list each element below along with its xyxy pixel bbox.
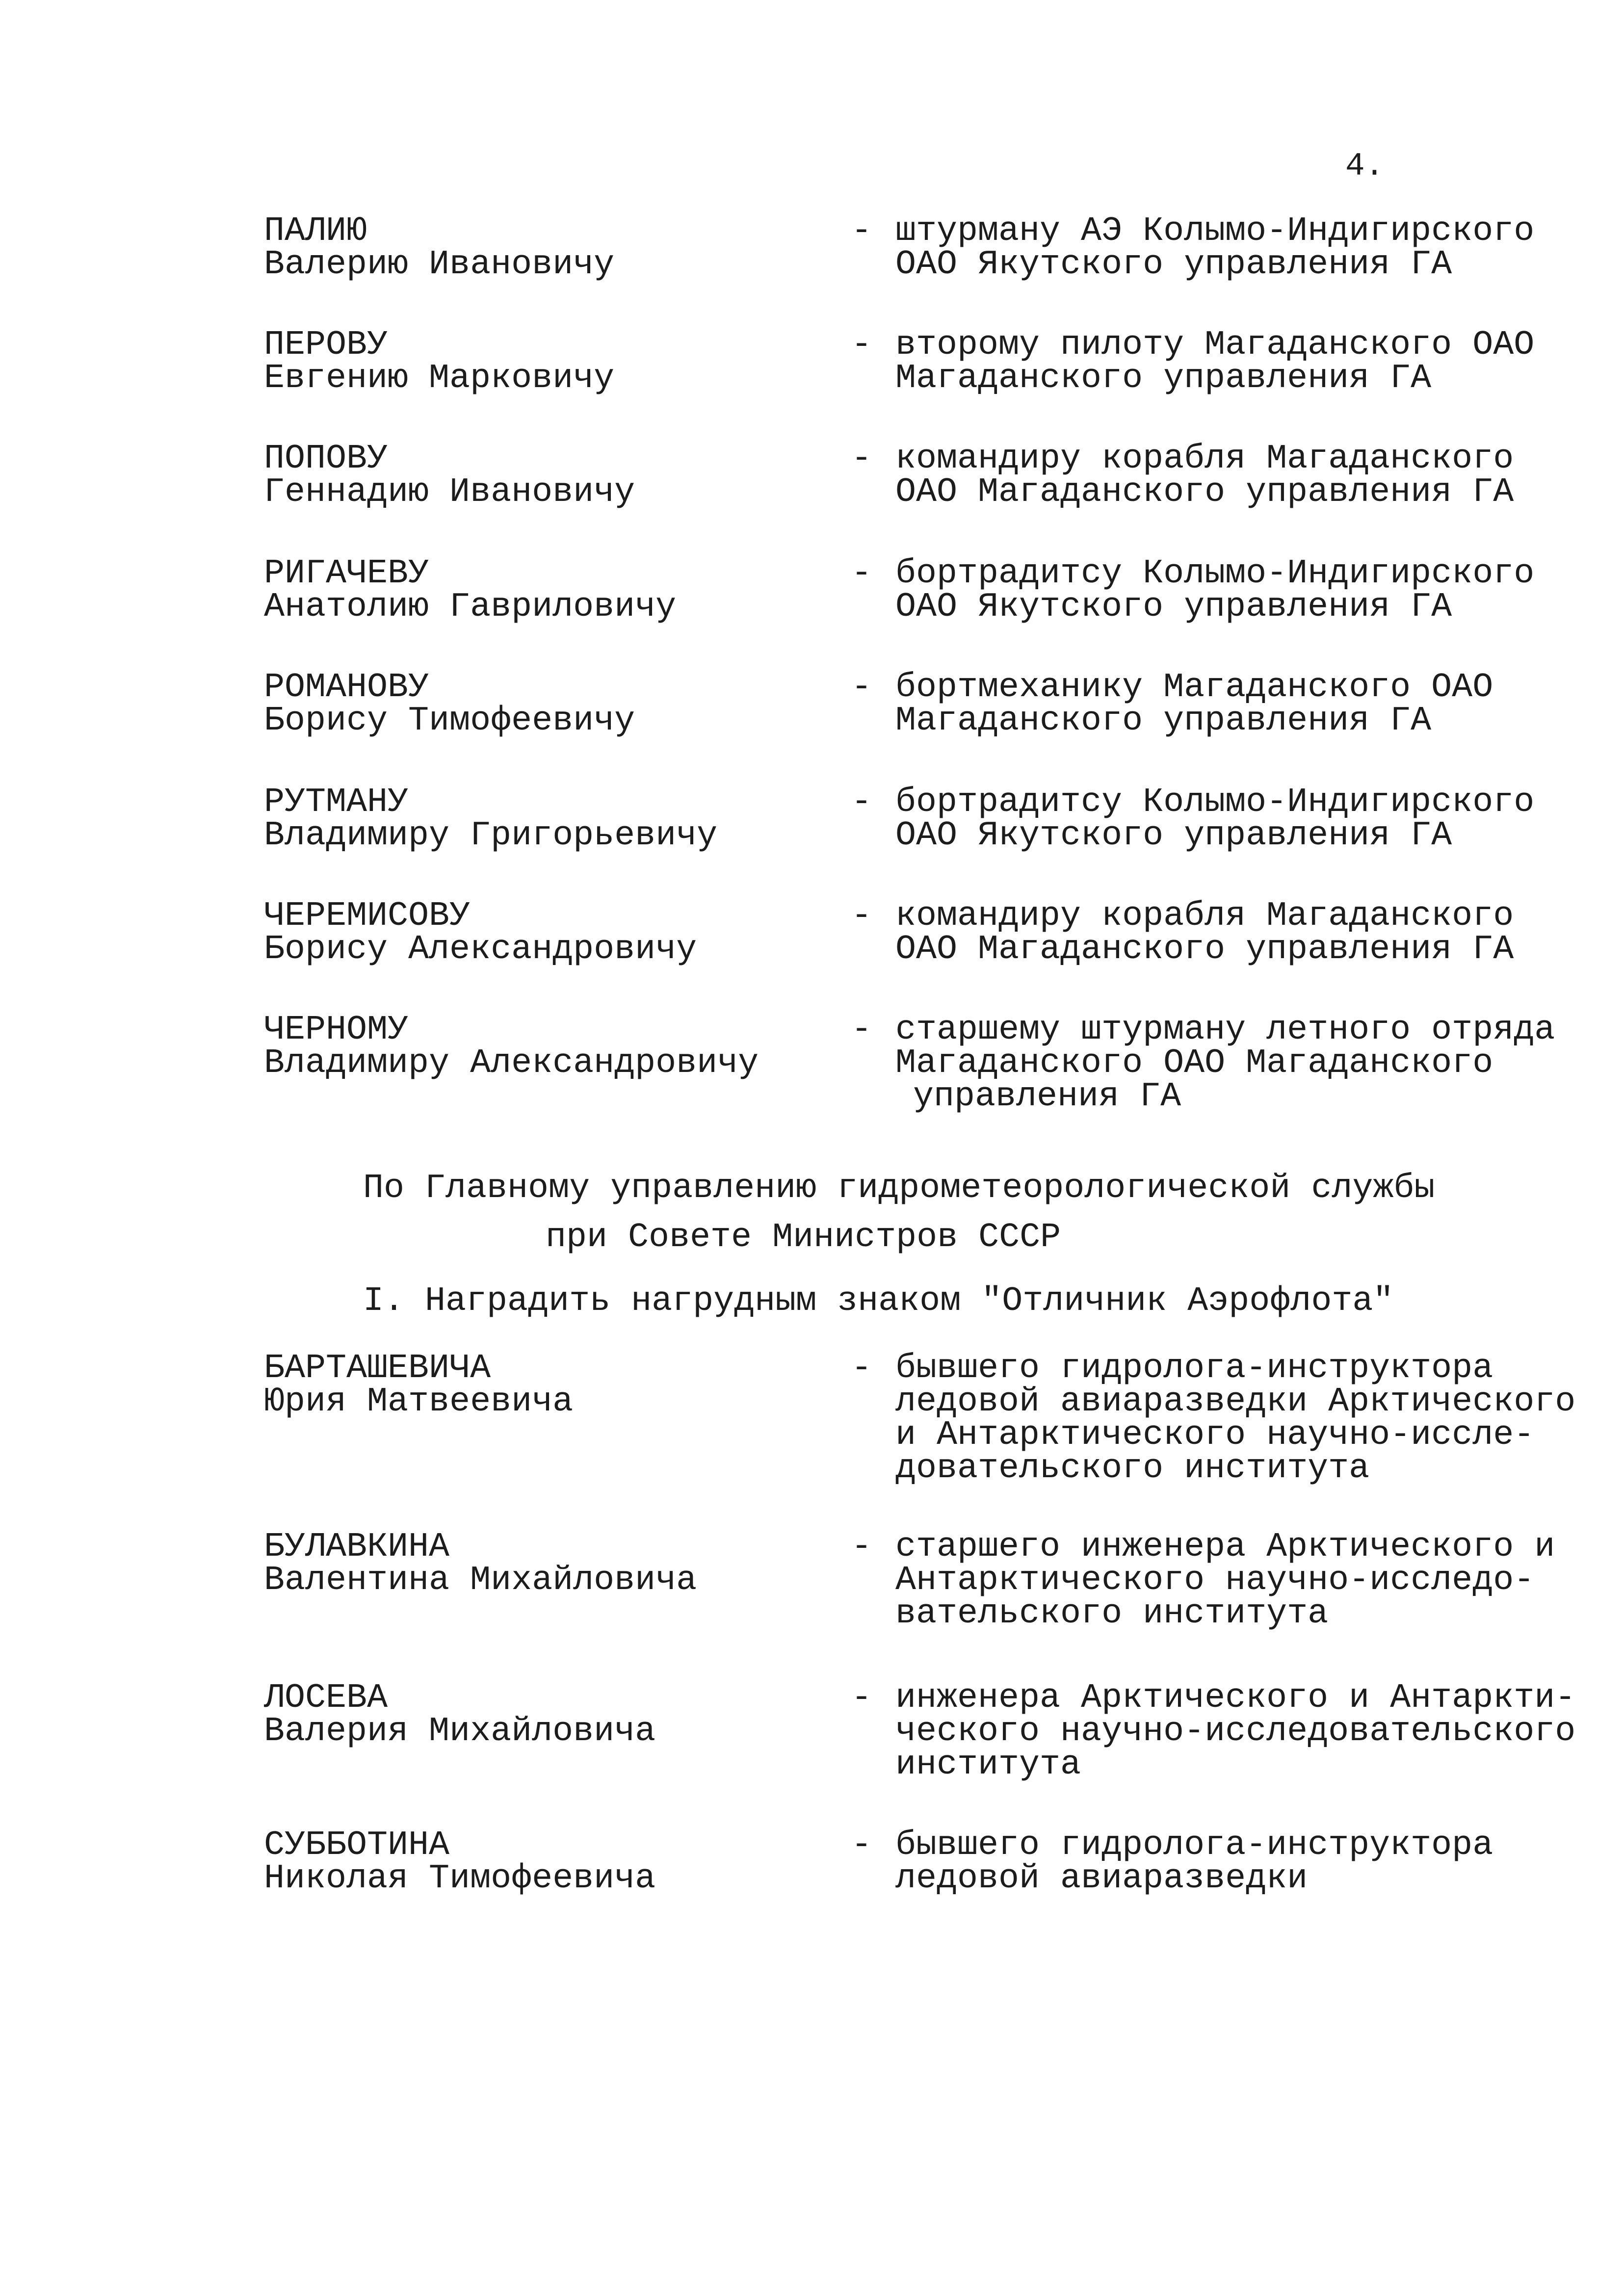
position-line: Магаданского ОАО Магаданского (895, 1044, 1493, 1083)
entry-dash: - (851, 554, 872, 593)
position-line: вательского института (895, 1594, 1329, 1633)
recipient-name (264, 554, 828, 626)
entry-dash: - (851, 440, 872, 478)
recipient-surname: СУББОТИНА (264, 1826, 450, 1865)
recipient-name (264, 212, 828, 284)
position-line: старшему штурману летного отряда (895, 1011, 1555, 1049)
recipient-position (895, 440, 1577, 512)
position-line: довательского института (895, 1449, 1370, 1488)
recipient-position (895, 1349, 1577, 1488)
recipient-position (895, 1826, 1577, 1898)
recipient-position (895, 783, 1577, 855)
recipient-surname: ЧЕРЕМИСОВУ (264, 897, 471, 936)
entry-dash: - (851, 1349, 872, 1388)
position-line: ОАО Магаданского управления ГА (895, 930, 1514, 969)
recipient-given-name: Валентина Михайловича (264, 1561, 697, 1600)
recipient-given-name: Евгению Марковичу (264, 359, 615, 398)
section-heading-line: при Совете Министров СССР (546, 1218, 1061, 1257)
position-line: ческого научно-исследовательского (895, 1712, 1576, 1751)
position-line: бортрадитсу Колымо-Индигирского (895, 783, 1535, 822)
recipient-surname: РУТМАНУ (264, 783, 409, 822)
recipient-position (895, 1679, 1577, 1784)
position-line: бортмеханику Магаданского ОАО (895, 668, 1493, 707)
position-line: ОАО Якутского управления ГА (895, 588, 1452, 626)
recipient-name (264, 1679, 828, 1751)
recipient-given-name: Борису Тимофеевичу (264, 702, 635, 740)
recipient-given-name: Борису Александровичу (264, 930, 697, 969)
recipient-given-name: Николая Тимофеевича (264, 1859, 656, 1898)
entry-dash: - (851, 212, 872, 251)
entry-dash: - (851, 1826, 872, 1865)
recipient-surname: ЛОСЕВА (264, 1679, 388, 1718)
recipient-surname: ПЕРОВУ (264, 326, 388, 365)
position-line: командиру корабля Магаданского (895, 897, 1514, 936)
position-line: штурману АЭ Колымо-Индигирского (895, 212, 1535, 251)
recipient-position (895, 1528, 1577, 1633)
position-line: управления ГА (913, 1077, 1181, 1116)
position-line: инженера Арктического и Антаркти- (895, 1679, 1576, 1718)
recipient-given-name: Геннадию Ивановичу (264, 473, 635, 512)
recipient-name (264, 897, 828, 969)
recipient-given-name: Валерию Ивановичу (264, 245, 615, 284)
position-line: ОАО Якутского управления ГА (895, 816, 1452, 855)
recipient-surname: БАРТАШЕВИЧА (264, 1349, 491, 1388)
position-line: командиру корабля Магаданского (895, 440, 1514, 478)
position-line: ледовой авиаразведки (895, 1859, 1308, 1898)
recipient-surname: ЧЕРНОМУ (264, 1011, 409, 1049)
position-line: бортрадитсу Колымо-Индигирского (895, 554, 1535, 593)
position-line: Магаданского управления ГА (895, 702, 1432, 740)
entry-dash: - (851, 783, 872, 822)
recipient-name (264, 326, 828, 398)
section-heading-line: По Главному управлению гидрометеорологической службы (363, 1169, 1435, 1208)
recipient-position (895, 212, 1577, 284)
entry-dash: - (851, 1528, 872, 1566)
position-line: ледовой авиаразведки Арктического (895, 1383, 1576, 1421)
recipient-position (895, 668, 1577, 740)
entry-dash: - (851, 668, 872, 707)
recipient-surname: ПАЛИЮ (264, 212, 367, 251)
recipient-name (264, 1349, 828, 1421)
recipient-position (895, 897, 1577, 969)
position-line: и Антарктического научно-иссле- (895, 1416, 1535, 1455)
entry-dash: - (851, 326, 872, 365)
recipient-given-name: Владимиру Григорьевичу (264, 816, 718, 855)
recipient-name (264, 668, 828, 740)
entry-dash: - (851, 1011, 872, 1049)
recipient-surname: БУЛАВКИНА (264, 1528, 450, 1566)
recipient-name (264, 1011, 828, 1083)
recipient-name (264, 1528, 828, 1600)
position-line: института (895, 1746, 1081, 1784)
position-line: ОАО Магаданского управления ГА (895, 473, 1514, 512)
position-line: бывшего гидролога-инструктора (895, 1349, 1493, 1388)
position-line: бывшего гидролога-инструктора (895, 1826, 1493, 1865)
entry-dash: - (851, 1679, 872, 1718)
position-line: ОАО Якутского управления ГА (895, 245, 1452, 284)
award-instruction: I. Наградить нагрудным знаком "Отличник Аэрофлота" (363, 1282, 1394, 1321)
recipient-surname: РИГАЧЕВУ (264, 554, 429, 593)
recipient-name (264, 1826, 828, 1898)
recipient-given-name: Владимиру Александровичу (264, 1044, 759, 1083)
position-line: Магаданского управления ГА (895, 359, 1432, 398)
position-line: Антарктического научно-исследо- (895, 1561, 1535, 1600)
recipient-surname: РОМАНОВУ (264, 668, 429, 707)
recipient-name (264, 783, 828, 855)
position-line: второму пилоту Магаданского ОАО (895, 326, 1535, 365)
recipient-given-name: Валерия Михайловича (264, 1712, 656, 1751)
recipient-given-name: Юрия Матвеевича (264, 1383, 574, 1421)
recipient-position (895, 1011, 1577, 1116)
entry-dash: - (851, 897, 872, 936)
position-line: старшего инженера Арктического и (895, 1528, 1555, 1566)
recipient-name (264, 440, 828, 512)
recipient-given-name: Анатолию Гавриловичу (264, 588, 677, 626)
page-number: 4. (1345, 148, 1385, 184)
recipient-surname: ПОПОВУ (264, 440, 388, 478)
recipient-position (895, 326, 1577, 398)
recipient-position (895, 554, 1577, 626)
